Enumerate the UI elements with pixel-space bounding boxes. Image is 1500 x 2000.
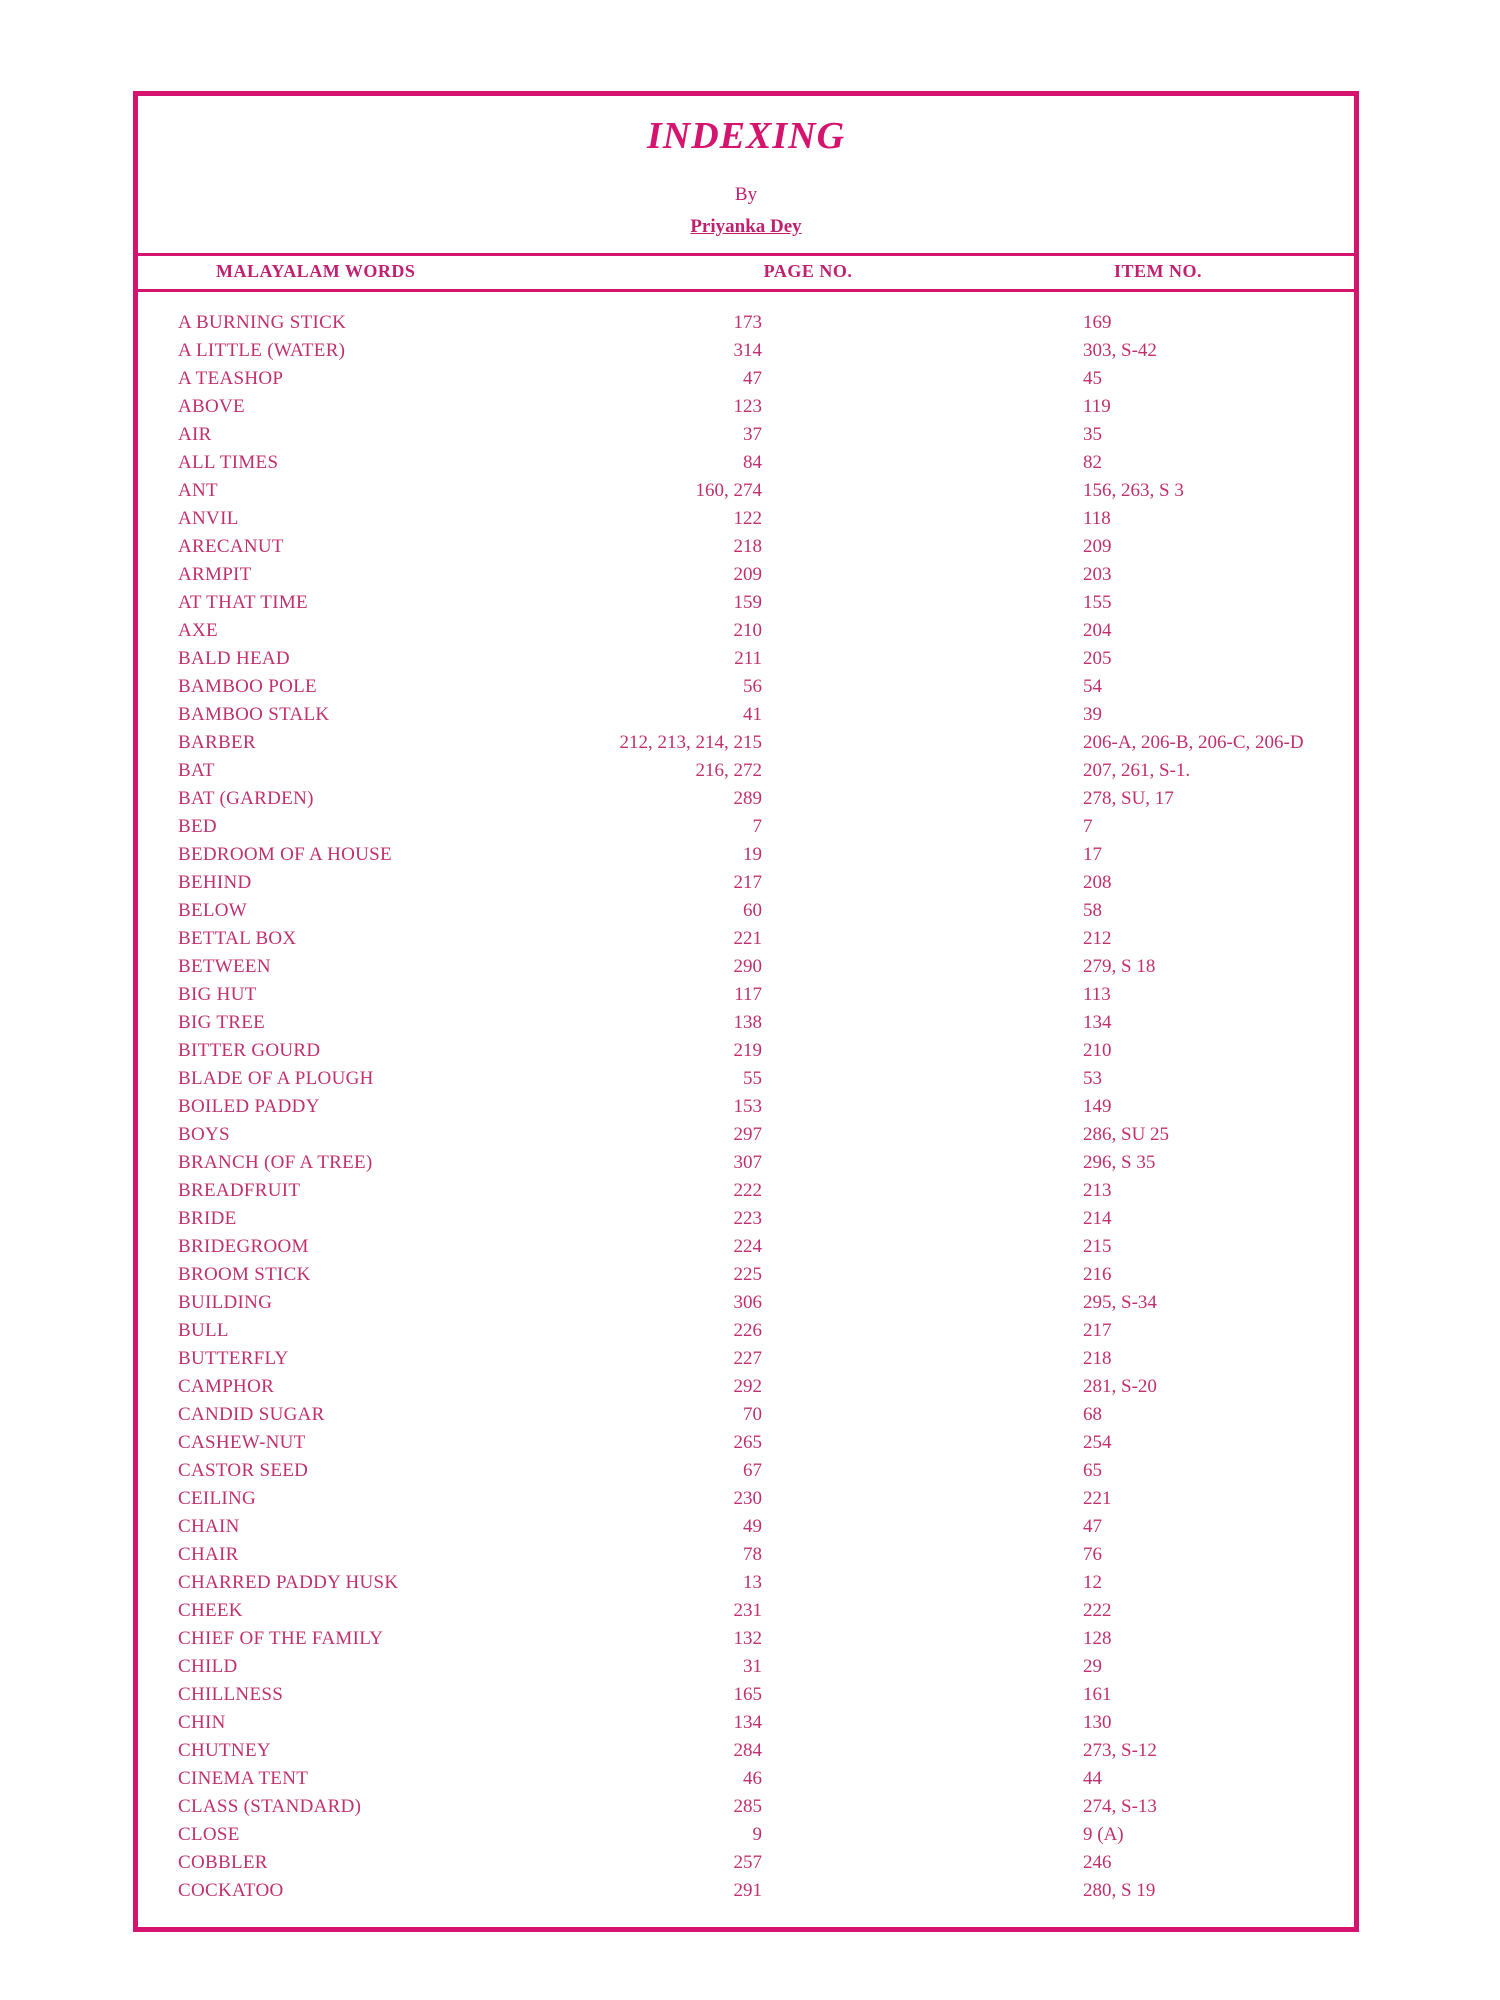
table-row (138, 421, 1354, 449)
index-word: CHIN (178, 1712, 226, 1733)
table-row (138, 757, 1354, 785)
page-number: 47 (743, 368, 762, 389)
table-row (138, 1121, 1354, 1149)
table-row (138, 561, 1354, 589)
table-row (138, 1261, 1354, 1289)
index-word: BETTAL BOX (178, 928, 297, 949)
page-number: 132 (733, 1628, 762, 1649)
item-number: 273, S-12 (1083, 1740, 1157, 1761)
table-row (138, 785, 1354, 813)
page-number: 56 (743, 676, 762, 697)
index-word: BOILED PADDY (178, 1096, 320, 1117)
table-row (138, 1205, 1354, 1233)
index-word: BIG TREE (178, 1012, 266, 1033)
item-number: 203 (1083, 564, 1112, 585)
table-row (138, 505, 1354, 533)
page-number: 49 (743, 1516, 762, 1537)
table-row (138, 1849, 1354, 1877)
table-row (138, 365, 1354, 393)
table-row (138, 393, 1354, 421)
index-word: AT THAT TIME (178, 592, 308, 613)
item-number: 216 (1083, 1264, 1112, 1285)
item-number: 205 (1083, 648, 1112, 669)
page-number: 153 (733, 1096, 762, 1117)
table-row (138, 1681, 1354, 1709)
page-number: 211 (734, 648, 762, 669)
item-number: 118 (1083, 508, 1111, 529)
index-word: CASHEW-NUT (178, 1432, 306, 1453)
index-word: BREADFRUIT (178, 1180, 301, 1201)
page-number: 9 (752, 1824, 762, 1845)
index-word: BLADE OF A PLOUGH (178, 1068, 374, 1089)
page-number: 297 (733, 1124, 762, 1145)
table-row (138, 673, 1354, 701)
table-row (138, 1737, 1354, 1765)
page-number: 55 (743, 1068, 762, 1089)
index-word: CHUTNEY (178, 1740, 271, 1761)
index-word: BEDROOM OF A HOUSE (178, 844, 392, 865)
table-row (138, 897, 1354, 925)
index-word: CANDID SUGAR (178, 1404, 325, 1425)
column-header-word: MALAYALAM WORDS (216, 261, 416, 281)
item-number: 280, S 19 (1083, 1880, 1156, 1901)
page-number: 216, 272 (695, 760, 762, 781)
page-title: INDEXING (646, 115, 846, 157)
index-word: BARBER (178, 732, 256, 753)
table-row (138, 1569, 1354, 1597)
table-row (138, 1877, 1354, 1905)
page-number: 122 (733, 508, 762, 529)
index-word: BITTER GOURD (178, 1040, 321, 1061)
table-row (138, 953, 1354, 981)
index-word: BRIDE (178, 1208, 237, 1229)
page-number: 230 (733, 1488, 762, 1509)
page-number: 60 (743, 900, 762, 921)
index-word: BOYS (178, 1124, 230, 1145)
item-number: 204 (1083, 620, 1112, 641)
index-word: CHILLNESS (178, 1684, 284, 1705)
index-word: A BURNING STICK (178, 312, 347, 333)
page-number: 70 (743, 1404, 762, 1425)
index-word: ABOVE (178, 396, 245, 417)
item-number: 278, SU, 17 (1083, 788, 1174, 809)
page-number: 123 (733, 396, 762, 417)
index-word: CHEEK (178, 1600, 243, 1621)
index-word: CLASS (STANDARD) (178, 1796, 362, 1817)
table-row (138, 449, 1354, 477)
index-word: BROOM STICK (178, 1264, 311, 1285)
page-number: 117 (734, 984, 762, 1005)
index-word: COCKATOO (178, 1880, 284, 1901)
item-number: 29 (1083, 1656, 1102, 1677)
index-word: BIG HUT (178, 984, 257, 1005)
item-number: 209 (1083, 536, 1112, 557)
item-number: 65 (1083, 1460, 1102, 1481)
table-row (138, 1149, 1354, 1177)
table-row (138, 1429, 1354, 1457)
author-name-text: Priyanka Dey (690, 216, 802, 237)
item-number: 212 (1083, 928, 1112, 949)
item-number: 213 (1083, 1180, 1112, 1201)
table-row (138, 1065, 1354, 1093)
page-number: 78 (743, 1544, 762, 1565)
item-number: 149 (1083, 1096, 1112, 1117)
table-row (138, 1457, 1354, 1485)
index-word: A LITTLE (WATER) (178, 340, 346, 361)
page-number: 222 (733, 1180, 762, 1201)
page-number: 84 (743, 452, 762, 473)
page-number: 224 (733, 1236, 762, 1257)
page-number: 173 (733, 312, 762, 333)
table-row (138, 1289, 1354, 1317)
item-number: 161 (1083, 1684, 1112, 1705)
item-number: 222 (1083, 1600, 1112, 1621)
page-number: 37 (743, 424, 762, 445)
page-number: 225 (733, 1264, 762, 1285)
by-line: By (734, 184, 758, 205)
index-word: BAT (GARDEN) (178, 788, 314, 809)
table-row (138, 1709, 1354, 1737)
item-number: 303, S-42 (1083, 340, 1157, 361)
index-word: ARECANUT (178, 536, 284, 557)
table-row (138, 477, 1354, 505)
page-number: 41 (743, 704, 762, 725)
page-number: 209 (733, 564, 762, 585)
index-word: CINEMA TENT (178, 1768, 309, 1789)
item-number: 113 (1083, 984, 1111, 1005)
index-word: ALL TIMES (178, 452, 279, 473)
page-number: 221 (733, 928, 762, 949)
index-word: CASTOR SEED (178, 1460, 309, 1481)
table-row (138, 337, 1354, 365)
page-number: 218 (733, 536, 762, 557)
page-number: 165 (733, 1684, 762, 1705)
item-number: 12 (1083, 1572, 1102, 1593)
item-number: 9 (A) (1083, 1824, 1124, 1845)
index-word: BALD HEAD (178, 648, 290, 669)
item-number: 279, S 18 (1083, 956, 1156, 977)
page-number: 13 (743, 1572, 762, 1593)
index-word: A TEASHOP (178, 368, 284, 389)
page-number: 306 (733, 1292, 762, 1313)
item-number: 214 (1083, 1208, 1112, 1229)
item-number: 45 (1083, 368, 1102, 389)
item-number: 207, 261, S-1. (1083, 760, 1191, 781)
index-word: AIR (178, 424, 212, 445)
table-row (138, 1037, 1354, 1065)
item-number: 254 (1083, 1432, 1112, 1453)
item-number: 58 (1083, 900, 1102, 921)
page-number: 67 (743, 1460, 762, 1481)
table-row (138, 841, 1354, 869)
table-row (138, 1401, 1354, 1429)
table-row (138, 1009, 1354, 1037)
item-number: 82 (1083, 452, 1102, 473)
index-word: BAMBOO STALK (178, 704, 330, 725)
author-name (138, 216, 1354, 238)
item-number: 54 (1083, 676, 1102, 697)
table-row (138, 309, 1354, 337)
item-number: 47 (1083, 1516, 1102, 1537)
index-word: CLOSE (178, 1824, 240, 1845)
item-number: 208 (1083, 872, 1112, 893)
item-number: 119 (1083, 396, 1111, 417)
table-row (138, 729, 1354, 757)
item-number: 206-A, 206-B, 206-C, 206-D (1083, 732, 1304, 753)
index-word: CHAIN (178, 1516, 240, 1537)
header-bottom-rule (138, 289, 1354, 292)
item-number: 128 (1083, 1628, 1112, 1649)
page-number: 46 (743, 1768, 762, 1789)
page-number: 284 (733, 1740, 762, 1761)
page-number: 159 (733, 592, 762, 613)
table-row (138, 1317, 1354, 1345)
item-number: 169 (1083, 312, 1112, 333)
page-number: 226 (733, 1320, 762, 1341)
page-number: 290 (733, 956, 762, 977)
item-number: 130 (1083, 1712, 1112, 1733)
index-table-body (138, 309, 1354, 1905)
header-top-rule (138, 253, 1354, 256)
item-number: 134 (1083, 1012, 1112, 1033)
page-number: 307 (733, 1152, 762, 1173)
table-row (138, 1373, 1354, 1401)
index-word: CEILING (178, 1488, 257, 1509)
item-number: 156, 263, S 3 (1083, 480, 1184, 501)
table-row (138, 533, 1354, 561)
item-number: 76 (1083, 1544, 1102, 1565)
index-word: BUILDING (178, 1292, 273, 1313)
page-number: 257 (733, 1852, 762, 1873)
table-row (138, 1793, 1354, 1821)
page-number: 285 (733, 1796, 762, 1817)
item-number: 246 (1083, 1852, 1112, 1873)
table-row (138, 813, 1354, 841)
item-number: 44 (1083, 1768, 1102, 1789)
page-number: 314 (733, 340, 762, 361)
table-row (138, 1653, 1354, 1681)
item-number: 17 (1083, 844, 1102, 865)
column-header-page: PAGE NO. (763, 261, 853, 281)
table-row (138, 1597, 1354, 1625)
table-row (138, 869, 1354, 897)
page-number: 227 (733, 1348, 762, 1369)
table-row (138, 1485, 1354, 1513)
table-row (138, 925, 1354, 953)
index-word: ANVIL (178, 508, 239, 529)
index-word: CHILD (178, 1656, 238, 1677)
page-number: 19 (743, 844, 762, 865)
page-number: 160, 274 (695, 480, 762, 501)
table-row (138, 1541, 1354, 1569)
table-row (138, 1625, 1354, 1653)
index-word: BAMBOO POLE (178, 676, 317, 697)
table-row (138, 1765, 1354, 1793)
table-row (138, 981, 1354, 1009)
table-row (138, 1233, 1354, 1261)
item-number: 286, SU 25 (1083, 1124, 1170, 1145)
index-word: BELOW (178, 900, 248, 921)
page-number: 223 (733, 1208, 762, 1229)
index-word: BAT (178, 760, 215, 781)
page-number: 291 (733, 1880, 762, 1901)
table-row (138, 617, 1354, 645)
item-number: 281, S-20 (1083, 1376, 1157, 1397)
item-number: 218 (1083, 1348, 1112, 1369)
index-word: CHIEF OF THE FAMILY (178, 1628, 384, 1649)
index-word: BETWEEN (178, 956, 271, 977)
index-word: CHARRED PADDY HUSK (178, 1572, 399, 1593)
table-row (138, 589, 1354, 617)
page-number: 7 (752, 816, 762, 837)
item-number: 35 (1083, 424, 1102, 445)
page-number: 210 (733, 620, 762, 641)
index-word: BED (178, 816, 217, 837)
table-row (138, 1177, 1354, 1205)
item-number: 39 (1083, 704, 1102, 725)
item-number: 295, S-34 (1083, 1292, 1157, 1313)
page-number: 31 (743, 1656, 762, 1677)
index-word: CAMPHOR (178, 1376, 275, 1397)
item-number: 53 (1083, 1068, 1102, 1089)
index-word: BRIDEGROOM (178, 1236, 309, 1257)
table-row (138, 1513, 1354, 1541)
index-word: BEHIND (178, 872, 252, 893)
page-number: 212, 213, 214, 215 (619, 732, 762, 753)
item-number: 296, S 35 (1083, 1152, 1156, 1173)
item-number: 274, S-13 (1083, 1796, 1157, 1817)
item-number: 215 (1083, 1236, 1112, 1257)
index-word: ANT (178, 480, 218, 501)
item-number: 68 (1083, 1404, 1102, 1425)
table-row (138, 645, 1354, 673)
item-number: 217 (1083, 1320, 1112, 1341)
table-row (138, 701, 1354, 729)
index-page-border (133, 91, 1359, 1932)
index-word: BUTTERFLY (178, 1348, 289, 1369)
page-number: 219 (733, 1040, 762, 1061)
index-word: BRANCH (OF A TREE) (178, 1152, 373, 1173)
page-number: 138 (733, 1012, 762, 1033)
table-row (138, 1345, 1354, 1373)
page-number: 217 (733, 872, 762, 893)
table-row (138, 1821, 1354, 1849)
index-word: ARMPIT (178, 564, 252, 585)
index-word: BULL (178, 1320, 229, 1341)
index-word: AXE (178, 620, 218, 641)
page-number: 134 (733, 1712, 762, 1733)
item-number: 7 (1083, 816, 1093, 837)
page-number: 231 (733, 1600, 762, 1621)
item-number: 210 (1083, 1040, 1112, 1061)
table-row (138, 1093, 1354, 1121)
page-number: 289 (733, 788, 762, 809)
index-word: CHAIR (178, 1544, 239, 1565)
item-number: 155 (1083, 592, 1112, 613)
column-header-item: ITEM NO. (1113, 261, 1202, 281)
index-word: COBBLER (178, 1852, 268, 1873)
page-number: 292 (733, 1376, 762, 1397)
page-number: 265 (733, 1432, 762, 1453)
item-number: 221 (1083, 1488, 1112, 1509)
